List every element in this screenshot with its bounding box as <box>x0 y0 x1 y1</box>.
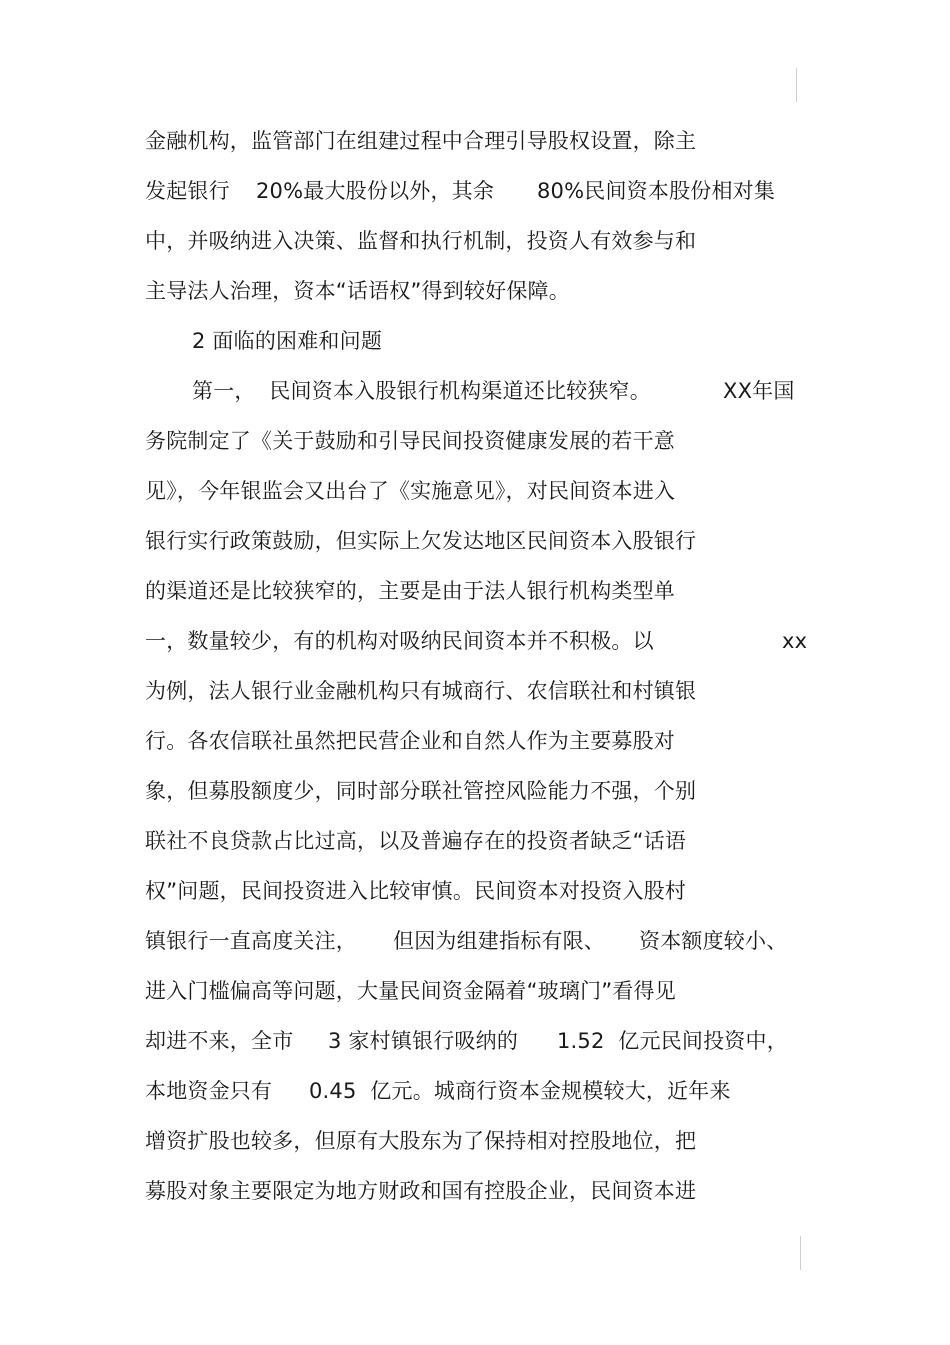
text-segment: 见》，今年银监会又出台了《实施意见》，对民间资本进入 <box>145 479 676 503</box>
text-line <box>145 476 676 506</box>
text-line <box>145 1126 697 1156</box>
text-segment: 务院制定了《关于鼓励和引导民间投资健康发展的若干意 <box>145 429 675 453</box>
text-segment: 行。各农信联社虽然把民营企业和自然人作为主要募股对 <box>145 729 675 753</box>
text-segment: 金融机构，监管部门在组建过程中合理引导股权设置，除主 <box>145 129 697 153</box>
text-segment: 中，并吸纳进入决策、监督和执行机制，投资人有效参与和 <box>145 229 697 253</box>
text-segment: 为例，法人银行业金融机构只有城商行、农信联社和村镇银 <box>145 679 697 703</box>
text-segment: 募股对象主要限定为地方财政和国有控股企业，民间资本进 <box>145 1179 697 1203</box>
text-segment: 20%最大股份以外，其余 <box>256 179 495 203</box>
text-line <box>145 926 788 956</box>
text-line <box>145 126 697 156</box>
text-line <box>145 676 697 706</box>
text-segment: 增资扩股也较多，但原有大股东为了保持相对控股地位，把 <box>145 1129 697 1153</box>
text-line <box>145 776 697 806</box>
text-segment: XX年国 <box>723 379 795 403</box>
text-segment: 象，但募股额度少，同时部分联社管控风险能力不强，个别 <box>145 779 697 803</box>
text-segment: 资本额度较小、 <box>639 929 788 953</box>
text-segment: 镇银行一直高度关注， <box>145 929 357 953</box>
text-segment: 银行实行政策鼓励，但实际上欠发达地区民间资本入股银行 <box>145 529 697 553</box>
text-segment: 3 家村镇银行吸纳的 <box>328 1029 519 1053</box>
text-segment: 却进不来，全市 <box>145 1029 294 1053</box>
text-segment: 80%民间资本股份相对集 <box>537 179 776 203</box>
page-margin-mark-top <box>796 68 797 102</box>
text-line <box>145 976 676 1006</box>
text-segment: 本地资金只有 <box>145 1079 273 1103</box>
text-line <box>145 1026 788 1056</box>
text-segment: 进入门槛偏高等问题，大量民间资金隔着“玻璃门”看得见 <box>145 979 676 1003</box>
text-segment: 一，数量较少，有的机构对吸纳民间资本并不积极。以 <box>145 629 654 653</box>
text-line <box>145 826 687 856</box>
text-line <box>145 626 808 656</box>
text-segment: 第一， 民间资本入股银行机构渠道还比较狭窄。 <box>192 379 651 403</box>
text-line <box>145 576 675 606</box>
page-margin-mark-bottom <box>800 1236 801 1270</box>
text-segment: 但因为组建指标有限、 <box>393 929 605 953</box>
text-line <box>145 726 675 756</box>
text-segment: 主导法人治理，资本“话语权”得到较好保障。 <box>145 279 570 303</box>
text-segment: 权”问题，民间投资进入比较审慎。民间资本对投资入股村 <box>145 879 687 903</box>
text-segment: 的渠道还是比较狭窄的，主要是由于法人银行机构类型单 <box>145 579 675 603</box>
section-heading <box>192 326 383 356</box>
heading-text: 2 面临的困难和问题 <box>192 329 383 353</box>
text-line <box>145 176 776 206</box>
text-line <box>145 1176 697 1206</box>
text-line <box>145 526 697 556</box>
text-line <box>145 426 675 456</box>
text-segment: xx <box>782 629 808 653</box>
text-segment: 联社不良贷款占比过高，以及普遍存在的投资者缺乏“话语 <box>145 829 687 853</box>
text-line <box>145 276 570 306</box>
text-segment: 1.52 亿元民间投资中， <box>557 1029 788 1053</box>
text-line <box>145 226 697 256</box>
text-segment: 0.45 亿元。城商行资本金规模较大，近年来 <box>309 1079 731 1103</box>
text-line <box>145 876 687 906</box>
text-line <box>145 1076 731 1106</box>
text-line <box>192 376 795 406</box>
text-segment: 发起银行 <box>145 179 230 203</box>
